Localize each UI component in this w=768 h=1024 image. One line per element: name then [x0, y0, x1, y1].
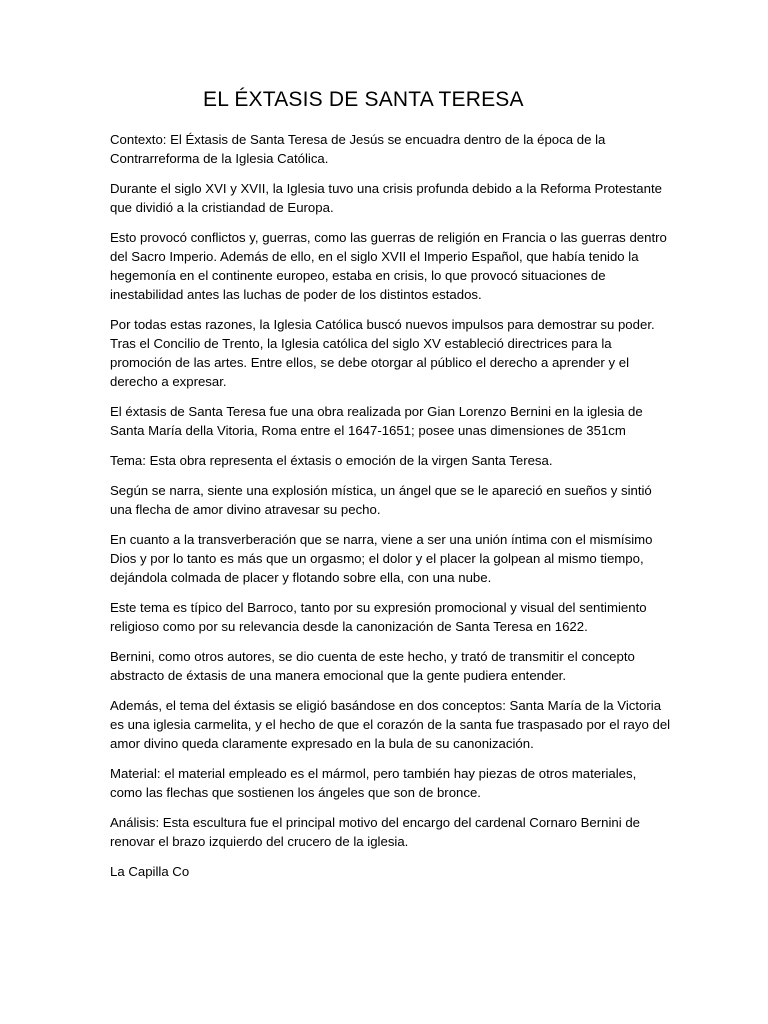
page-title: EL ÉXTASIS DE SANTA TERESA	[203, 88, 524, 111]
text-line: inestabilidad antes las luchas de poder de los distintos estados.	[110, 287, 482, 302]
paragraph-capilla	[110, 862, 658, 881]
text-line: como las flechas que sostienen los ángeles que son de bronce.	[110, 785, 481, 800]
paragraph-conflictos	[110, 228, 667, 304]
text-line: Análisis: Esta escultura fue el principal motivo del encargo del cardenal Cornaro Bernini de	[110, 815, 640, 830]
paragraph-tema	[110, 451, 658, 470]
text-line: religioso como por su relevancia desde la canonización de Santa Teresa en 1622.	[110, 619, 588, 634]
text-line: Contrarreforma de la Iglesia Católica.	[110, 151, 329, 166]
paragraph-conceptos	[110, 696, 671, 753]
text-line: amor divino queda claramente expresado en la bula de su canonización.	[110, 736, 534, 751]
text-line: Tras el Concilio de Trento, la Iglesia católica del siglo XV estableció directrices para la	[110, 336, 612, 351]
text-line: Durante el siglo XVI y XVII, la Iglesia tuvo una crisis profunda debido a la Reforma Protestante	[110, 181, 662, 196]
text-line: del Sacro Imperio. Además de ello, en el siglo XVII el Imperio Español, que había tenido la	[110, 249, 639, 264]
text-line: Además, el tema del éxtasis se eligió basándose en dos conceptos: Santa María de la Victoria	[110, 698, 662, 713]
paragraph-narra	[110, 481, 658, 519]
paragraph-crisis	[110, 179, 662, 217]
text-line: Contexto: El Éxtasis de Santa Teresa de Jesús se encuadra dentro de la época de la	[110, 132, 606, 147]
paragraph-transverberacion	[110, 530, 658, 587]
text-line: hegemonía en el continente europeo, estaba en crisis, lo que provocó situaciones de	[110, 268, 606, 283]
text-line: El éxtasis de Santa Teresa fue una obra realizada por Gian Lorenzo Bernini en la iglesia de	[110, 404, 643, 419]
text-line: promoción de las artes. Entre ellos, se debe otorgar al público el derecho a aprender y el	[110, 355, 630, 370]
text-line: una flecha de amor divino atravesar su pecho.	[110, 502, 381, 517]
text-line: derecho a expresar.	[110, 374, 227, 389]
text-line: Por todas estas razones, la Iglesia Católica buscó nuevos impulsos para demostrar su poder.	[110, 317, 655, 332]
text-line: Material: el material empleado es el mármol, pero también hay piezas de otros materiales,	[110, 766, 637, 781]
paragraph-analisis	[110, 813, 658, 851]
paragraph-obra	[110, 402, 658, 440]
text-line: abstracto de éxtasis de una manera emocional que la gente pudiera entender.	[110, 668, 567, 683]
text-line: Este tema es típico del Barroco, tanto por su expresión promocional y visual del sentimiento	[110, 600, 647, 615]
paragraph-bernini	[110, 647, 658, 685]
paragraph-barroco	[110, 598, 658, 636]
text-line: Dios y por lo tanto es más que un orgasmo; el dolor y el placer la golpean al mismo tiempo,	[110, 551, 644, 566]
paragraph-razones	[110, 315, 658, 391]
text-line: renovar el brazo izquierdo del crucero de la iglesia.	[110, 834, 409, 849]
text-line: Esto provocó conflictos y, guerras, como las guerras de religión en Francia o las guerras dentro	[110, 230, 667, 245]
text-line: Tema: Esta obra representa el éxtasis o emoción de la virgen Santa Teresa.	[110, 453, 553, 468]
text-line: es una iglesia carmelita, y el hecho de que el corazón de la santa fue traspasado por el rayo del	[110, 717, 671, 732]
paragraph-material	[110, 764, 658, 802]
text-line: dejándola colmada de placer y flotando sobre ella, con una nube.	[110, 570, 492, 585]
text-line: En cuanto a la transverberación que se narra, viene a ser una unión íntima con el mismísimo	[110, 532, 653, 547]
text-line: que dividió a la cristiandad de Europa.	[110, 200, 334, 215]
paragraph-contexto	[110, 130, 658, 168]
text-line: Santa María della Vitoria, Roma entre el 1647-1651; posee unas dimensiones de 351cm	[110, 423, 626, 438]
text-line: Según se narra, siente una explosión mística, un ángel que se le apareció en sueños y sintió	[110, 483, 652, 498]
text-line: Bernini, como otros autores, se dio cuenta de este hecho, y trató de transmitir el concepto	[110, 649, 635, 664]
document-body	[110, 130, 671, 892]
text-line: La Capilla Co	[110, 864, 190, 879]
